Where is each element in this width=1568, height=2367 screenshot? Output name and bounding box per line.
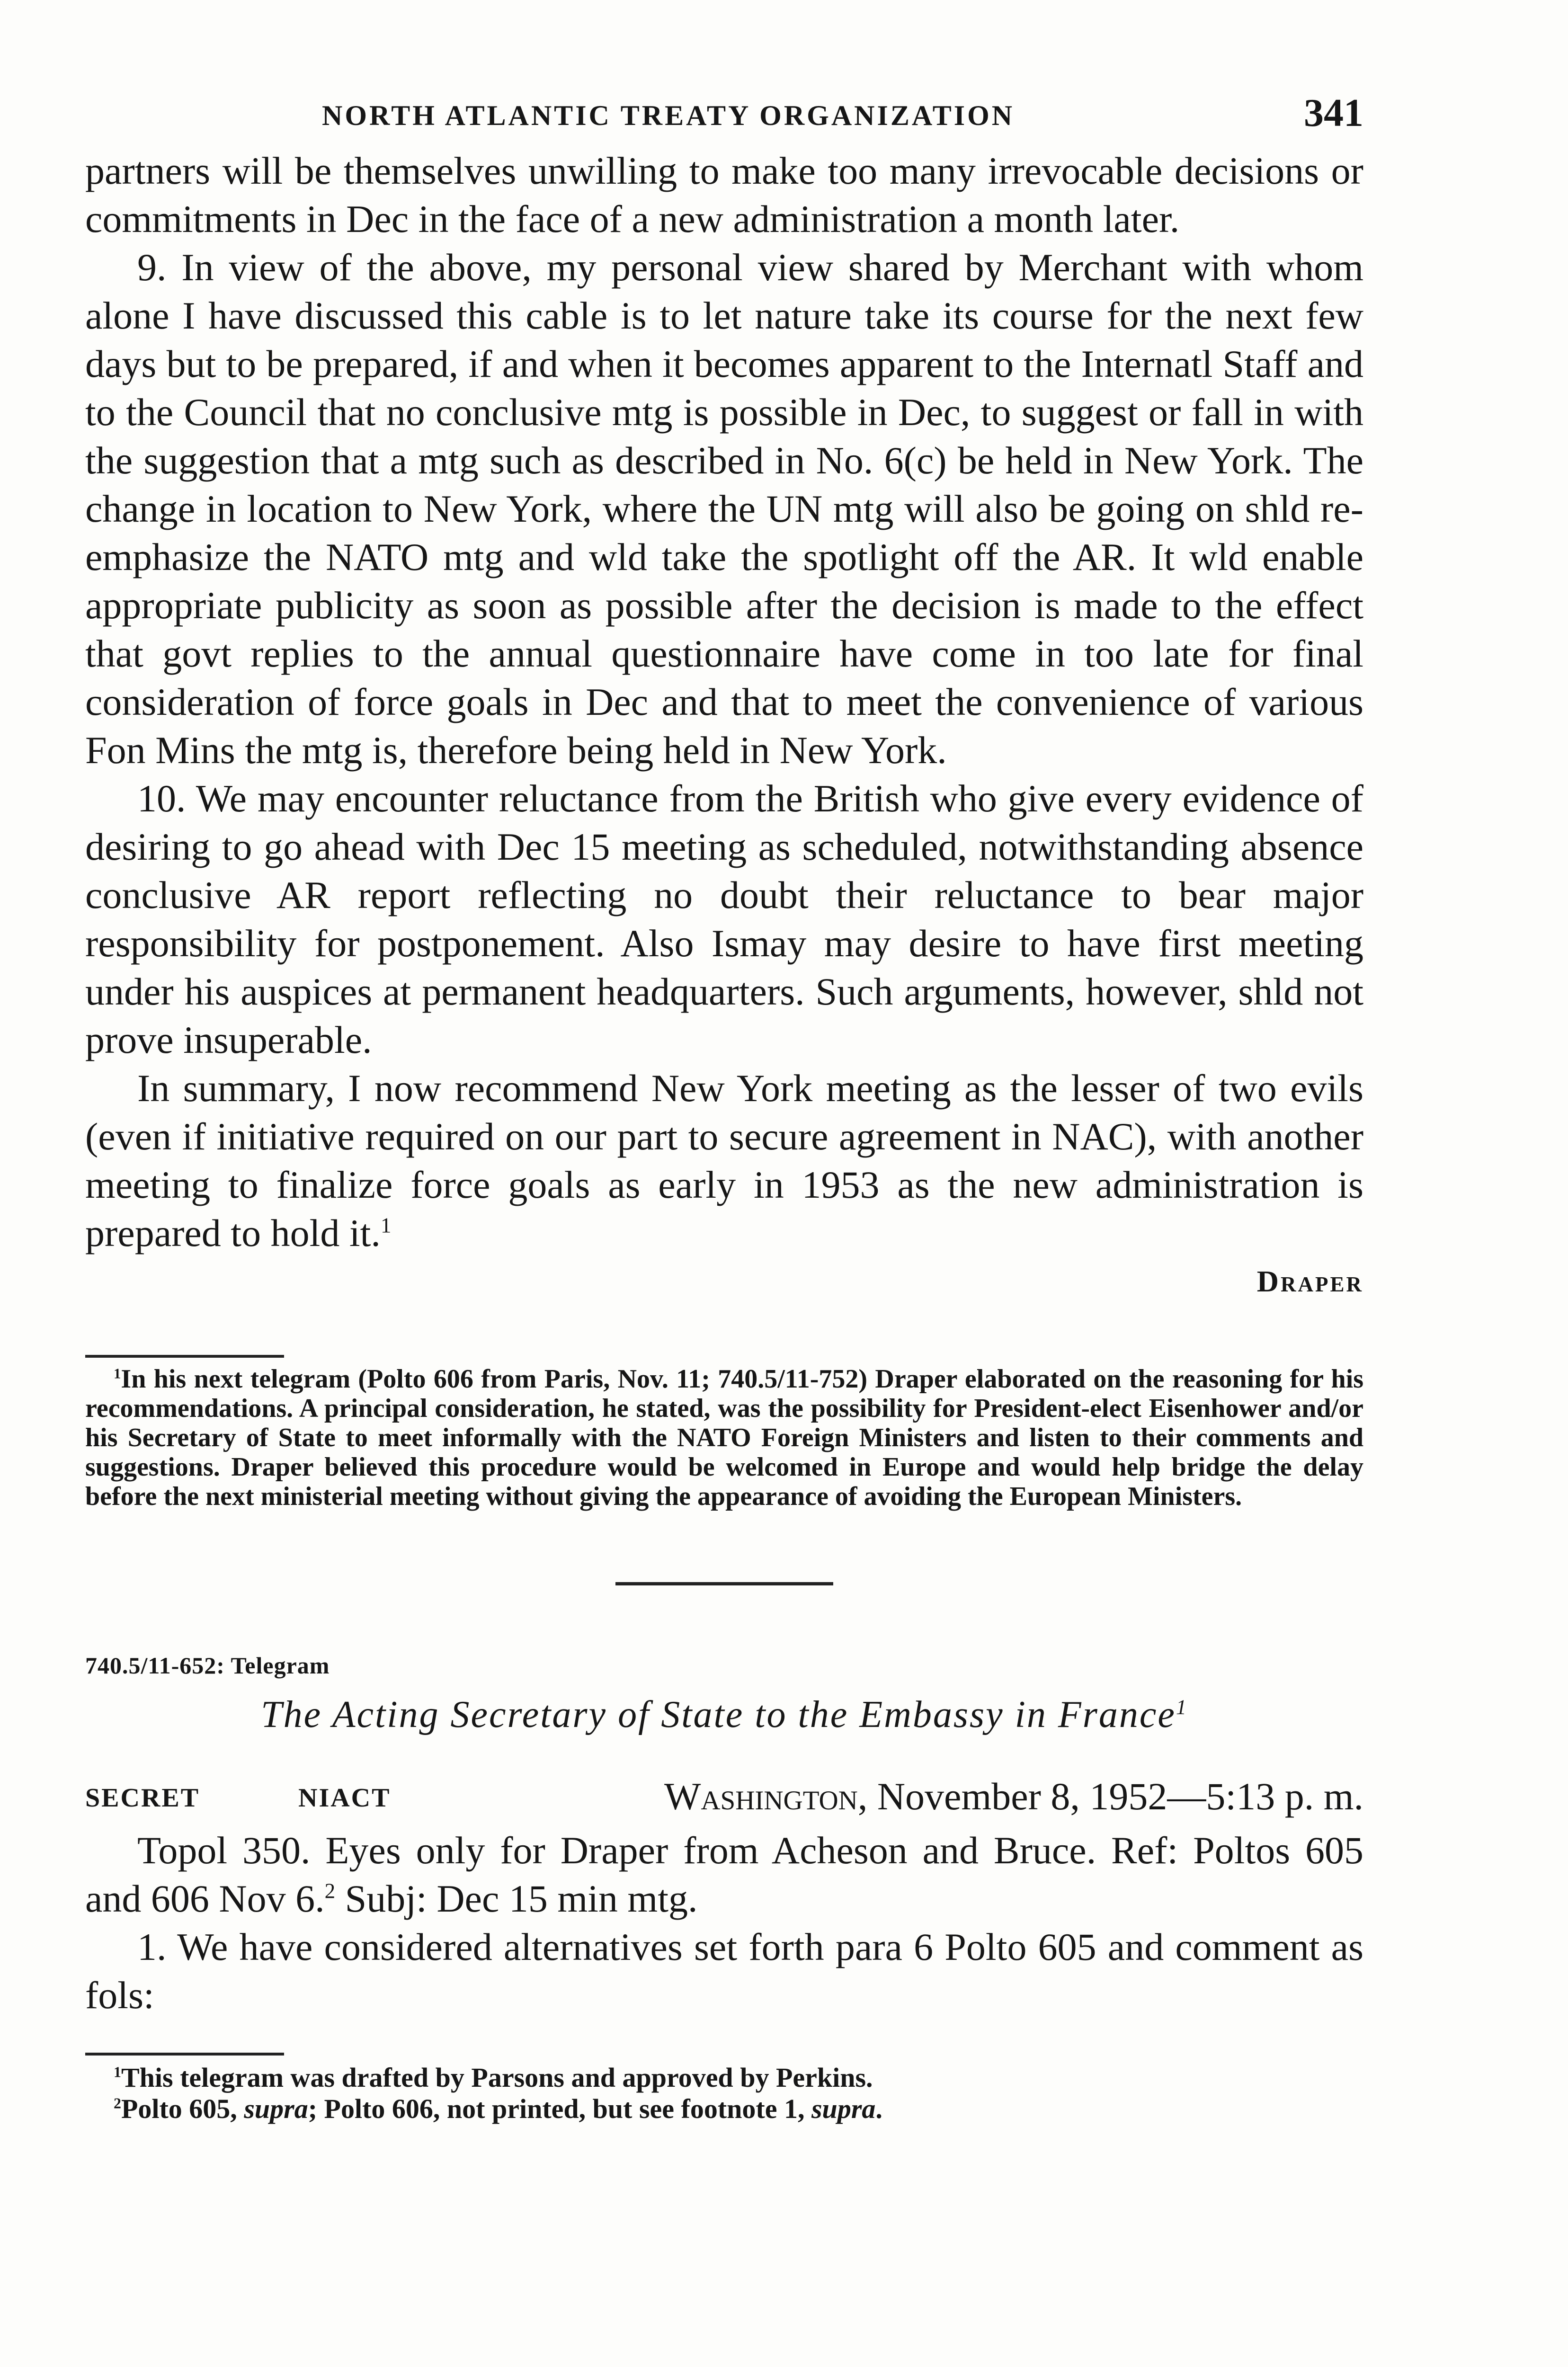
footnote-2-2-text-e: . <box>875 2093 882 2124</box>
footnote-2-2-text-a: Polto 605, <box>121 2093 244 2124</box>
footnote-1 <box>85 1364 1363 1511</box>
footnote-2-2-marker: 2 <box>114 2095 121 2112</box>
running-head <box>85 90 1363 147</box>
summary-text: In summary, I now recommend New York meeting as the lesser of two evils (even if initiative required on our part to secure agreement in NAC), with another meeting to finalize force goals as early in 1953 as the new administration is prepared to hold it. <box>85 1067 1363 1255</box>
intro-text-b: Subj: Dec 15 min mtg. <box>335 1877 698 1920</box>
intro-text-a: Topol 350. Eyes only for Draper from Acheson and Bruce. Ref: Poltos 605 and 606 Nov 6. <box>85 1829 1363 1920</box>
footnote-rule-2 <box>85 2053 284 2056</box>
date-time: November 8, 1952—5:13 p. m. <box>877 1775 1363 1818</box>
page-number: 341 <box>1304 91 1363 135</box>
document-title-text: The Acting Secretary of State to the Embassy in France <box>261 1694 1176 1735</box>
footnote-rule <box>85 1355 284 1358</box>
dateline <box>85 1774 1363 1826</box>
place: Washington, <box>664 1775 868 1818</box>
classification-secret: SECRET <box>85 1783 200 1813</box>
signature: Draper <box>1256 1264 1363 1298</box>
paragraph-9: 9. In view of the above, my personal view shared by Merchant with whom alone I have discussed this cable is to let nature take its course for the next few days but to be prepared, if and when it becomes apparent to the Internatl Staff and to the Council that no conclusive mtg is possible in Dec, to suggest or fall in with the suggestion that a mtg such as described in No. 6(c) be held in New York. The change in location to New York, where the UN mtg will also be going on shld re-emphasize the NATO mtg and wld take the spotlight off the AR. It wld enable appropriate publicity as soon as possible after the decision is made to the effect that govt replies to the annual questionnaire have come in too late for final consideration of force goals in Dec and that to meet the convenience of various Fon Mins the mtg is, therefore being held in New York. <box>85 246 1363 772</box>
footnote-2-2-supra-2: supra <box>811 2093 876 2124</box>
paragraph-continued: partners will be themselves unwilling to make too many irrevocable decisions or commitments in Dec in the face of a new administration a month later. <box>85 149 1363 240</box>
paragraph-10: 10. We may encounter reluctance from the British who give every evidence of desiring to go ahead with Dec 15 meeting as scheduled, notwithstanding absence conclusive AR report reflecting no doubt their reluctance to bear major responsibility for postponement. Also Ismay may desire to have first meeting under his auspices at permanent headquarters. Such arguments, however, shld not prove insuperable. <box>85 777 1363 1061</box>
footnote-2-1-marker: 1 <box>114 2064 121 2081</box>
paragraph-1: 1. We have considered alternatives set forth para 6 Polto 605 and comment as fols: <box>85 1925 1363 2017</box>
title-footnote-ref: 1 <box>1176 1695 1188 1719</box>
footnote-2-1 <box>85 2062 1363 2093</box>
footnote-2-2-supra-1: supra <box>244 2093 308 2124</box>
footnote-2-2-text-c: ; Polto 606, not printed, but see footnote 1, <box>308 2093 811 2124</box>
document-page <box>85 90 1363 2125</box>
footnote-ref-2: 2 <box>324 1879 336 1903</box>
footnote-ref-1: 1 <box>380 1213 392 1237</box>
running-title: NORTH ATLANTIC TREATY ORGANIZATION <box>322 100 1015 131</box>
footnote-1-marker: 1 <box>114 1365 121 1382</box>
footnote-2-1-text: This telegram was drafted by Parsons and approved by Perkins. <box>121 2062 873 2093</box>
classification-niact: NIACT <box>298 1783 391 1813</box>
footnote-2-2 <box>85 2093 1363 2125</box>
section-separator <box>615 1582 833 1585</box>
paragraph-intro <box>85 1826 1363 1923</box>
date-and-place <box>664 1774 1363 1819</box>
file-reference: 740.5/11-652: Telegram <box>85 1652 330 1679</box>
footnote-1-text: In his next telegram (Polto 606 from Paris, Nov. 11; 740.5/11-752) Draper elaborated on the reasoning for his recommendations. A principal consideration, he stated, was the possibility for President-elect Eisenhower and/or his Secretary of State to meet informally with the NATO Foreign Ministers and listen to their comments and suggestions. Draper believed this procedure would be welcomed in Europe and would help bridge the delay before the next ministerial meeting without giving the appearance of avoiding the European Ministers. <box>85 1364 1363 1511</box>
document-title <box>85 1693 1363 1736</box>
paragraph-summary <box>85 1064 1363 1257</box>
